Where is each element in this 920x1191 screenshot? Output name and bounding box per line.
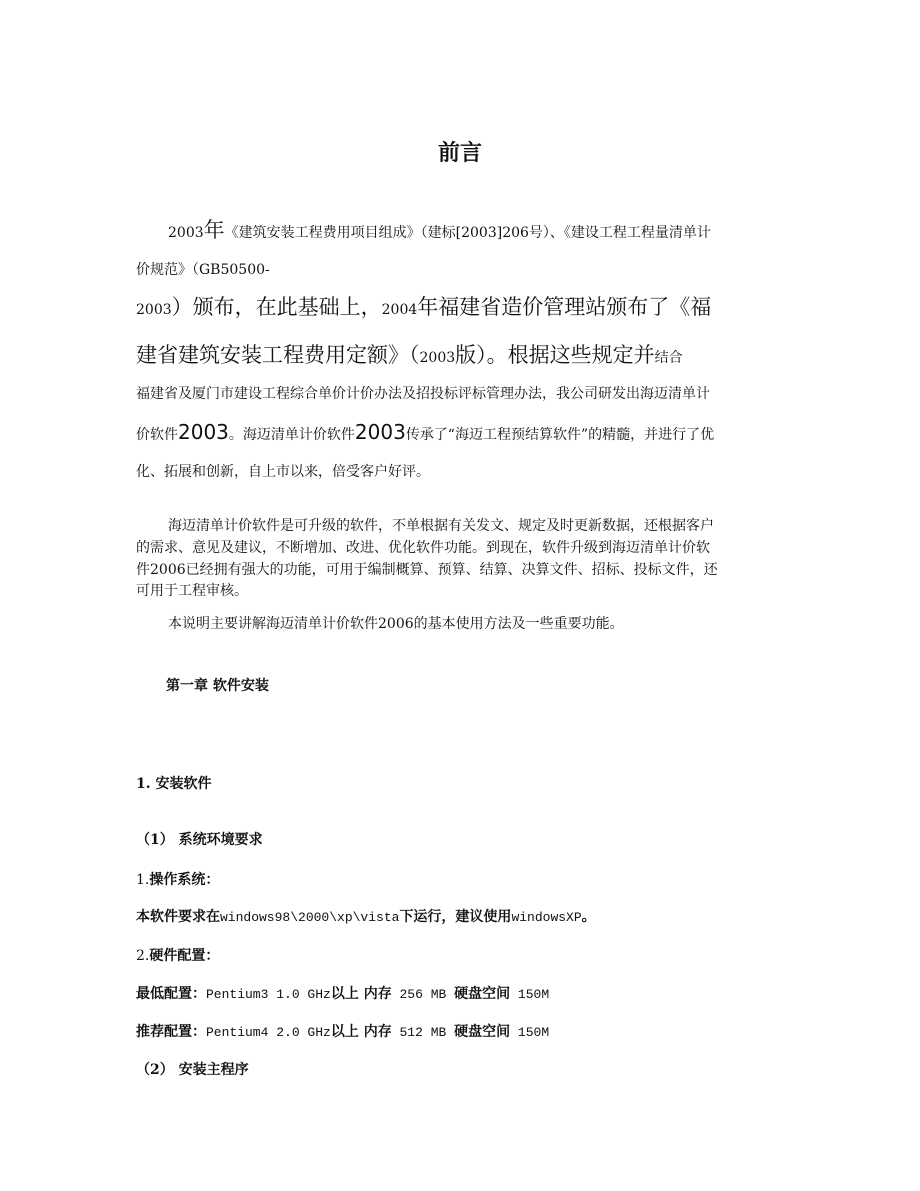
os-req-b: windows98\2000\xp\vista (220, 910, 400, 925)
hw-heading (136, 946, 219, 966)
hw-min-disk: 硬盘空间 (454, 986, 511, 1002)
intro-line-5: 福建省及厦门市建设工程综合单价计价办法及招投标评标管理办法，我公司研发出海迈清单计 (136, 386, 710, 402)
hw-rec-label: 推荐配置： (136, 1024, 206, 1040)
intro-2003-b: 2003 (419, 350, 456, 366)
hw-rec-cpu: Pentium4 2.0 GHz (206, 1025, 331, 1040)
os-req-a: 本软件要求在 (136, 909, 220, 925)
hw-rec-mem: 512 MB (391, 1025, 455, 1040)
hw-min-mem: 256 MB (391, 987, 455, 1002)
intro-year: 2003 (168, 225, 204, 241)
intro-2003-a: 2003 (136, 302, 172, 318)
intro-line-6-c: 。海迈清单计价软件 (228, 427, 355, 443)
para2-line-1: 海迈清单计价软件是可升级的软件，不单根据有关发文、规定及时更新数据，还根据客户 (168, 518, 714, 534)
hw-num: 2. (136, 948, 150, 964)
os-num: 1. (136, 872, 150, 888)
intro-line-4 (136, 338, 683, 372)
hw-rec-disk: 硬盘空间 (454, 1024, 511, 1040)
hw-min-disk-val: 150M (510, 987, 550, 1002)
intro-nian: 年 (203, 218, 225, 242)
intro-line-6-a: 价软件 (136, 427, 178, 443)
os-label: 操作系统： (149, 872, 220, 888)
intro-line-1-text: 《建筑安装工程费用项目组成》（建标[2003]206号）、《建设工程工程量清单计 (224, 225, 711, 241)
intro-line-6 (136, 422, 714, 445)
intro-line-4-d: 结合 (654, 350, 683, 366)
hw-rec-config (136, 1022, 549, 1043)
hw-label: 硬件配置： (149, 948, 220, 964)
chapter-heading: 第一章 软件安装 (166, 678, 269, 694)
os-req-d: windowsXP (511, 910, 582, 925)
os-requirement (136, 907, 596, 928)
os-req-c: 下运行，建议使用 (399, 909, 512, 925)
intro-line-2: 价规范》（GB50500- (136, 262, 270, 278)
hw-rec-disk-val: 150M (510, 1025, 550, 1040)
hw-min-above: 以上 内存 (330, 986, 392, 1002)
para2-line-2: 的需求、意见及建议，不断增加、改进、优化软件功能。到现在，软件升级到海迈清单计价软 (136, 540, 710, 556)
intro-line-6-e: 传承了“海迈工程预结算软件”的精髓，并进行了优 (405, 427, 715, 443)
hw-rec-above: 以上 内存 (330, 1024, 392, 1040)
intro-line-7: 化、拓展和创新，自上市以来，倍受客户好评。 (136, 464, 430, 480)
para2-line-3: 件2006已经拥有强大的功能，可用于编制概算、预算、结算、决算文件、招标、投标文件，还 (136, 562, 718, 578)
intro-line-3-d: 年福建省造价管理站颁布了《福 (417, 295, 712, 319)
subsection-system-requirements: （1） 系统环境要求 (136, 832, 263, 848)
subsection-install-main: （2） 安装主程序 (136, 1062, 249, 1078)
intro-line-1 (168, 220, 711, 243)
os-heading (136, 870, 219, 890)
section-heading: 1. 安装软件 (136, 776, 212, 792)
hw-min-label: 最低配置： (136, 986, 206, 1002)
intro-line-3 (136, 290, 711, 324)
para2-line-4: 可用于工程审核。 (136, 583, 248, 599)
intro-2004: 2004 (381, 302, 418, 318)
intro-line-4-c: 版）。根据这些规定并 (455, 343, 655, 367)
hw-min-config (136, 984, 549, 1005)
intro-line-4-a: 建省建筑安装工程费用定额》（ (136, 343, 420, 367)
os-req-e: 。 (581, 909, 596, 925)
page-title: 前言 (437, 141, 482, 166)
para3: 本说明主要讲解海迈清单计价软件2006的基本使用方法及一些重要功能。 (168, 616, 624, 632)
intro-line-6-d: 2003 (354, 420, 406, 444)
intro-line-3-b: ）颁布，在此基础上， (171, 295, 382, 319)
hw-min-cpu: Pentium3 1.0 GHz (206, 987, 331, 1002)
intro-line-6-b: 2003 (178, 420, 229, 444)
